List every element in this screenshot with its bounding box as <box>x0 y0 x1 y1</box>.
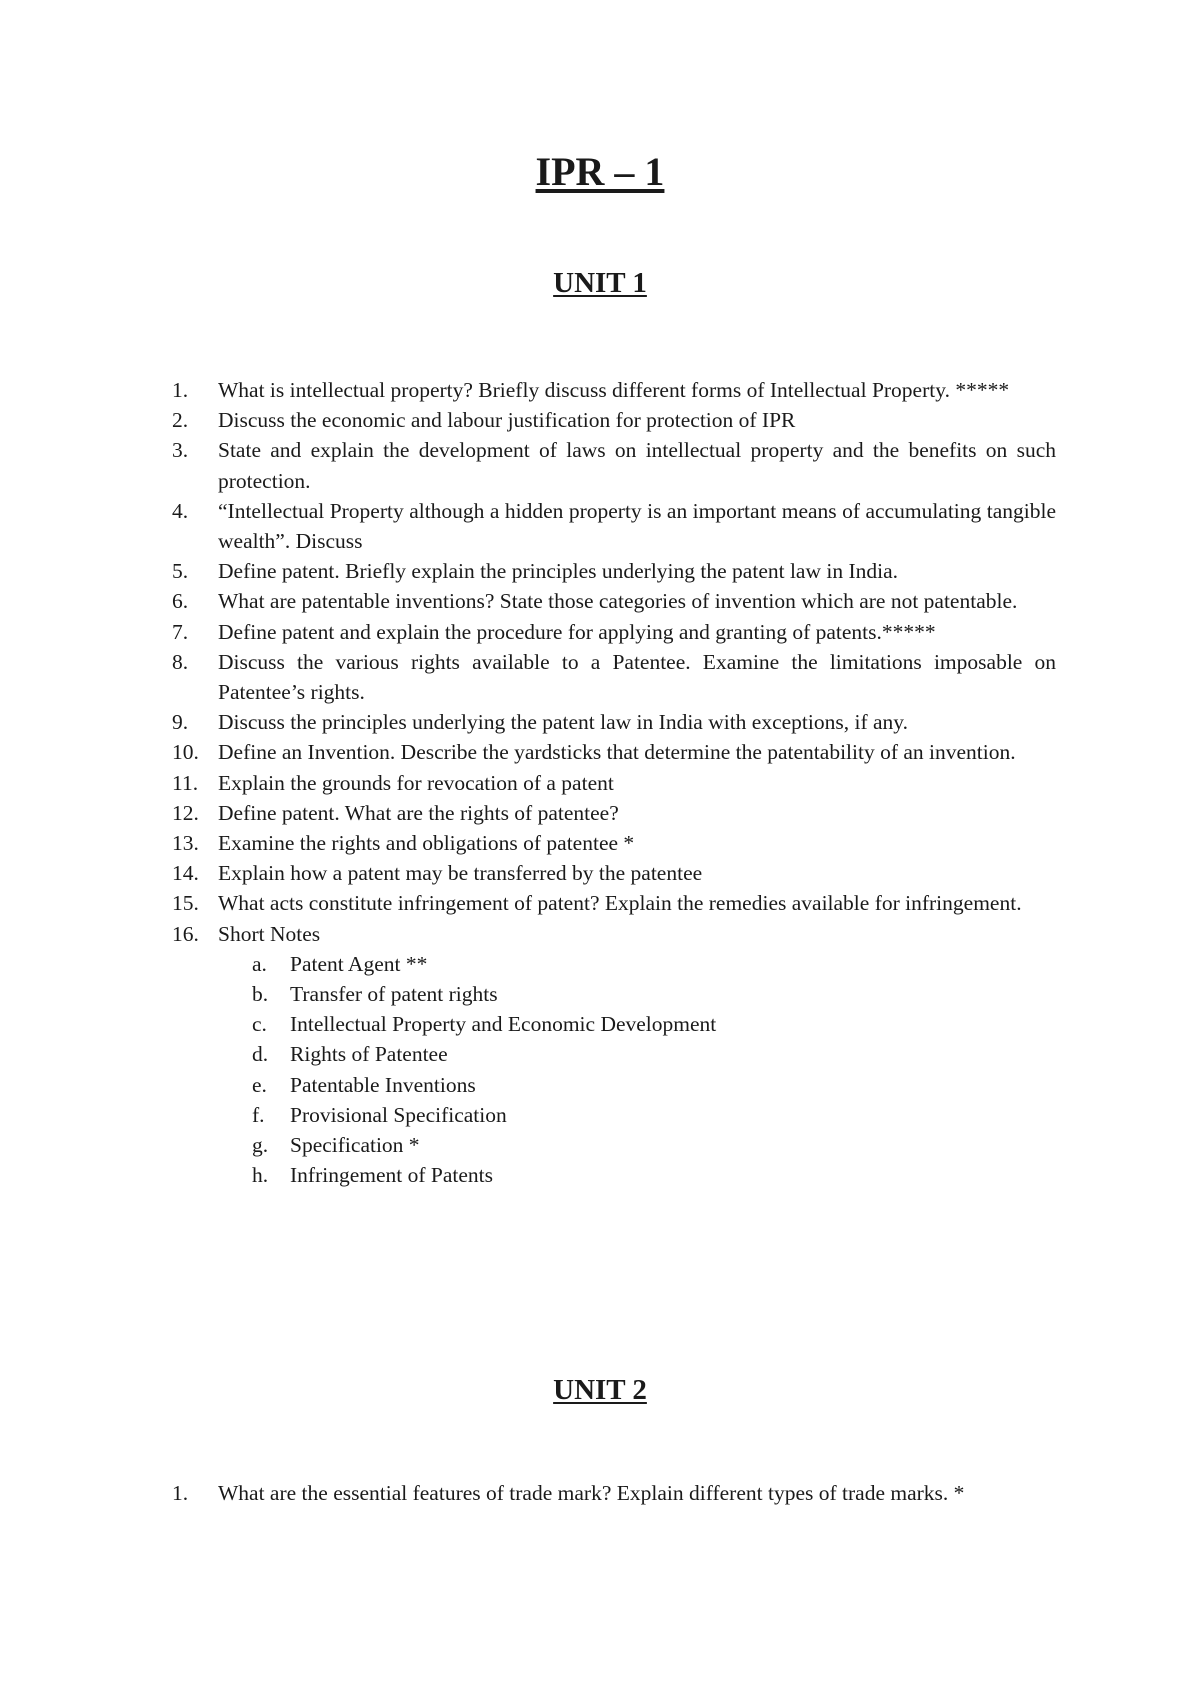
short-note-letter: d. <box>252 1042 269 1067</box>
short-note-text: Patentable Inventions <box>290 1072 476 1097</box>
question-text: “Intellectual Property although a hidden property is an important means of accumulating tangible wealth”. Discuss <box>218 498 1056 554</box>
question-number: 2. <box>172 408 189 433</box>
question-number: 8. <box>172 649 189 674</box>
question-text: Discuss the various rights available to a Patentee. Examine the limitations imposable on Patentee’s rights. <box>218 649 1056 705</box>
question-text: State and explain the development of laws on intellectual property and the benefits on such protection. <box>218 438 1056 493</box>
unit-1-heading: UNIT 1 <box>553 267 647 299</box>
question-item <box>172 858 1056 888</box>
short-note-letter: a. <box>252 951 267 976</box>
question-number: 13. <box>172 831 199 856</box>
question-text: Examine the rights and obligations of patentee * <box>218 831 635 856</box>
question-text: Define patent. What are the rights of patentee? <box>218 800 619 825</box>
question-item <box>172 435 1056 495</box>
short-note-item <box>218 1070 1056 1100</box>
question-item <box>172 1478 1056 1508</box>
question-number: 11. <box>172 770 199 795</box>
question-text: Explain the grounds for revocation of a patent <box>218 770 614 795</box>
short-notes-label: Short Notes <box>218 921 321 946</box>
question-number: 1. <box>172 1481 189 1505</box>
short-note-letter: c. <box>252 1012 267 1037</box>
unit-2-question-list <box>172 1478 1056 1508</box>
question-number: 4. <box>172 498 189 523</box>
short-note-item <box>218 1039 1056 1069</box>
question-item <box>172 707 1056 737</box>
short-note-letter: g. <box>252 1133 269 1158</box>
question-number: 6. <box>172 589 189 614</box>
short-note-letter: f. <box>252 1102 265 1127</box>
question-item <box>172 375 1056 405</box>
document-title: IPR – 1 <box>535 149 665 194</box>
question-item <box>172 617 1056 647</box>
question-number: 15. <box>172 891 199 916</box>
question-item <box>172 405 1056 435</box>
question-number: 12. <box>172 800 199 825</box>
short-notes-list <box>218 949 1056 1191</box>
question-item <box>172 828 1056 858</box>
short-note-item <box>218 1130 1056 1160</box>
question-item <box>172 496 1056 556</box>
question-number: 14. <box>172 861 199 886</box>
question-item <box>172 888 1056 918</box>
question-text: What are patentable inventions? State those categories of invention which are not patentable. <box>218 589 1018 614</box>
question-text: Define patent. Briefly explain the principles underlying the patent law in India. <box>218 559 899 584</box>
short-note-letter: b. <box>252 982 269 1007</box>
unit-2-heading: UNIT 2 <box>553 1374 647 1406</box>
short-note-text: Intellectual Property and Economic Development <box>290 1012 717 1037</box>
short-note-item <box>218 949 1056 979</box>
question-text: Define an Invention. Describe the yardsticks that determine the patentability of an invention. <box>218 740 1016 765</box>
question-number: 1. <box>172 378 189 402</box>
short-note-item <box>218 1009 1056 1039</box>
question-text: What is intellectual property? Briefly discuss different forms of Intellectual Property. ***** <box>218 378 1010 402</box>
question-number: 5. <box>172 559 189 584</box>
question-number: 7. <box>172 619 189 644</box>
question-text: Discuss the principles underlying the patent law in India with exceptions, if any. <box>218 710 909 735</box>
question-item <box>172 768 1056 798</box>
question-text: What acts constitute infringement of patent? Explain the remedies available for infringement. <box>218 891 1022 916</box>
question-number: 10. <box>172 740 199 765</box>
question-item <box>172 798 1056 828</box>
question-item <box>172 556 1056 586</box>
short-note-item <box>218 1100 1056 1130</box>
short-note-item <box>218 979 1056 1009</box>
short-note-text: Provisional Specification <box>290 1102 507 1127</box>
question-text: Explain how a patent may be transferred by the patentee <box>218 861 703 886</box>
short-note-item <box>218 1160 1056 1190</box>
question-item <box>172 586 1056 616</box>
question-number: 16. <box>172 921 199 946</box>
question-text: Discuss the economic and labour justification for protection of IPR <box>218 408 796 433</box>
question-text: What are the essential features of trade mark? Explain different types of trade marks. * <box>218 1481 965 1505</box>
unit-1-question-list <box>172 375 1056 1190</box>
short-note-text: Transfer of patent rights <box>290 982 498 1007</box>
question-item <box>172 647 1056 707</box>
short-note-text: Rights of Patentee <box>290 1042 448 1067</box>
short-note-letter: h. <box>252 1163 269 1188</box>
question-number: 9. <box>172 710 189 735</box>
short-note-letter: e. <box>252 1072 267 1097</box>
short-note-text: Specification * <box>290 1133 420 1158</box>
question-text: Define patent and explain the procedure for applying and granting of patents.***** <box>218 619 936 644</box>
short-notes-item <box>172 919 1056 1191</box>
question-number: 3. <box>172 438 189 463</box>
short-note-text: Infringement of Patents <box>290 1163 494 1188</box>
question-item <box>172 737 1056 767</box>
short-note-text: Patent Agent ** <box>290 951 428 976</box>
